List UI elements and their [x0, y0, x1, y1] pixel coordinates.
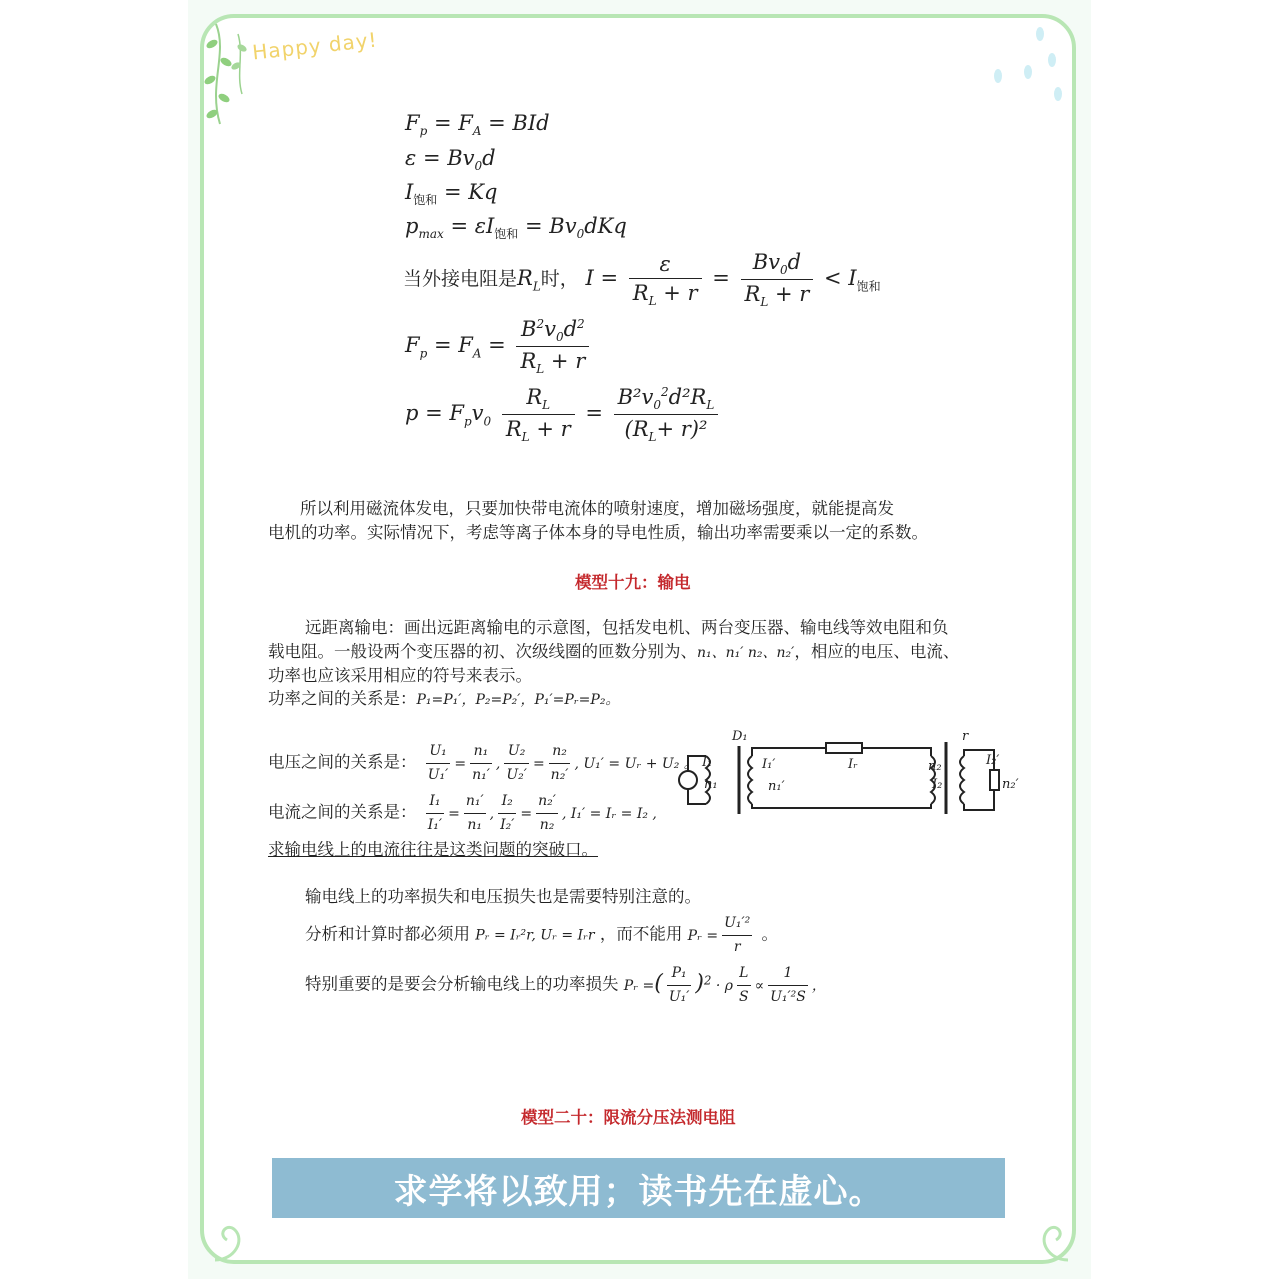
loss-line: 输电线上的功率损失和电压损失也是需要特别注意的。: [305, 887, 701, 906]
current-relation: 电流之间的关系是： $\frac{\text{I₁}}{\text{I₁′}}$ = $\frac{\text{n₁′}}{\text{n₁}}$ , $\frac{\text{I₂}}{\text{I₂′}}$ = $\frac{\text{n₂′}}{\text{n₂}}$ , I₁′ = Iᵣ = I₂ ,: [268, 790, 657, 837]
paragraph-transmission-line1: 远距离输电：画出远距离输电的示意图，包括发电机、两台变压器、输电线等效电阻和负: [305, 618, 949, 637]
equation-max-power: $p_{max} = \varepsilon I_{饱和} = Bv_0dKq$: [405, 214, 627, 242]
label-d1: D₁: [732, 729, 748, 744]
label-r: r: [962, 729, 969, 744]
label-n1-prime: n₁′: [768, 779, 785, 794]
label-i2: I₂: [932, 777, 943, 792]
calculation-line: 分析和计算时都必须用 Pᵣ = Iᵣ²r, Uᵣ = Iᵣr ，而不能用 Pᵣ = $\frac{\text{U₁′²}}{r}$ 。: [305, 912, 778, 959]
vine-decoration-icon: [198, 14, 268, 134]
decorative-frame: [200, 14, 1076, 1264]
label-n2-prime: n₂′: [1002, 777, 1019, 792]
section-heading-resistance: 模型二十：限流分压法测电阻: [521, 1108, 736, 1127]
section-heading-transmission: 模型十九：输电: [575, 573, 691, 592]
paragraph-transmission-line3: 功率也应该采用相应的符号来表示。: [268, 666, 532, 685]
label-i1-prime: I₁′: [762, 757, 776, 772]
paragraph-transmission-line2: 载电阻。一般设两个变压器的初、次级线圈的匝数分别为、n₁、n₁′ n₂、n₂′，相应的电压、电流、: [268, 642, 960, 661]
equation-force-current: $F_p = F_A$ = BId: [405, 111, 550, 139]
equation-force-load: $F_p = F_A$ = $\frac{B^2v_0d^2}{R_L + r}$: [405, 317, 593, 376]
label-n2: n₂: [928, 759, 942, 774]
equation-saturation-current: $I_{饱和} = Kq$: [405, 180, 498, 208]
label-n1: n₁: [704, 777, 718, 792]
transmission-circuit-diagram: [676, 726, 1026, 826]
paragraph-power-relation: 功率之间的关系是：P₁=P₁′，P₂=P₂′，P₁′=Pᵣ=P₂。: [268, 689, 620, 708]
raindrop-decoration-icon: [980, 20, 1070, 110]
label-i2-prime: I₂′: [986, 753, 1000, 768]
swirl-decoration-icon: [1018, 1210, 1078, 1270]
paragraph-mhd-line2: 电机的功率。实际情况下，考虑等离子体本身的导电性质，输出功率需要乘以一定的系数。: [268, 523, 928, 542]
label-ir: Iᵣ: [848, 757, 858, 772]
voltage-relation: 电压之间的关系是： $\frac{\text{U₁}}{\text{U₁′}}$ = $\frac{\text{n₁}}{\text{n₁′}}$ , $\frac{\text{U₂}}{\text{U₂′}}$ = $\frac{\text{n₂}}{\text{n₂′}}$ , U₁′ = Uᵣ + U₂ 。: [268, 740, 698, 787]
label-i1: I₁: [702, 755, 713, 770]
paragraph-mhd-line1: 所以利用磁流体发电，只要加快带电流体的喷射速度，增加磁场强度，就能提高发: [300, 499, 894, 518]
motto-banner: [272, 1158, 1005, 1218]
equation-output-power: $p = F_pv_0$ $\frac{R_L}{R_L + r}$ = $\frac{B^2v_0^2d^2R_L}{(R_L+ r)^2}$: [405, 385, 722, 444]
power-loss-line: 特别重要的是要会分析输电线上的功率损失 Pᵣ =( $\frac{\text{P₁}}{\text{U₁′}}$ )$^2$ · ρ $\frac{L}{S}$ ∝ $\frac{1}{\text{U₁′²S}}$ ，: [305, 962, 826, 1009]
motto-text: 求学将以致用；读书先在虚心。: [393, 1171, 884, 1212]
key-point-line: 求输电线上的电流往往是这类问题的突破口。: [268, 840, 598, 859]
equation-emf: $\varepsilon = Bv_0d$: [405, 146, 496, 174]
corner-greeting: Happy day!: [251, 27, 379, 65]
swirl-decoration-icon: [205, 1210, 265, 1270]
equation-load-current: 当外接电阻是$R_L$时， I = $\frac{\varepsilon}{R_L + r}$ = $\frac{Bv_0d}{R_L + r}$ < $I_{饱和}$: [403, 250, 881, 310]
